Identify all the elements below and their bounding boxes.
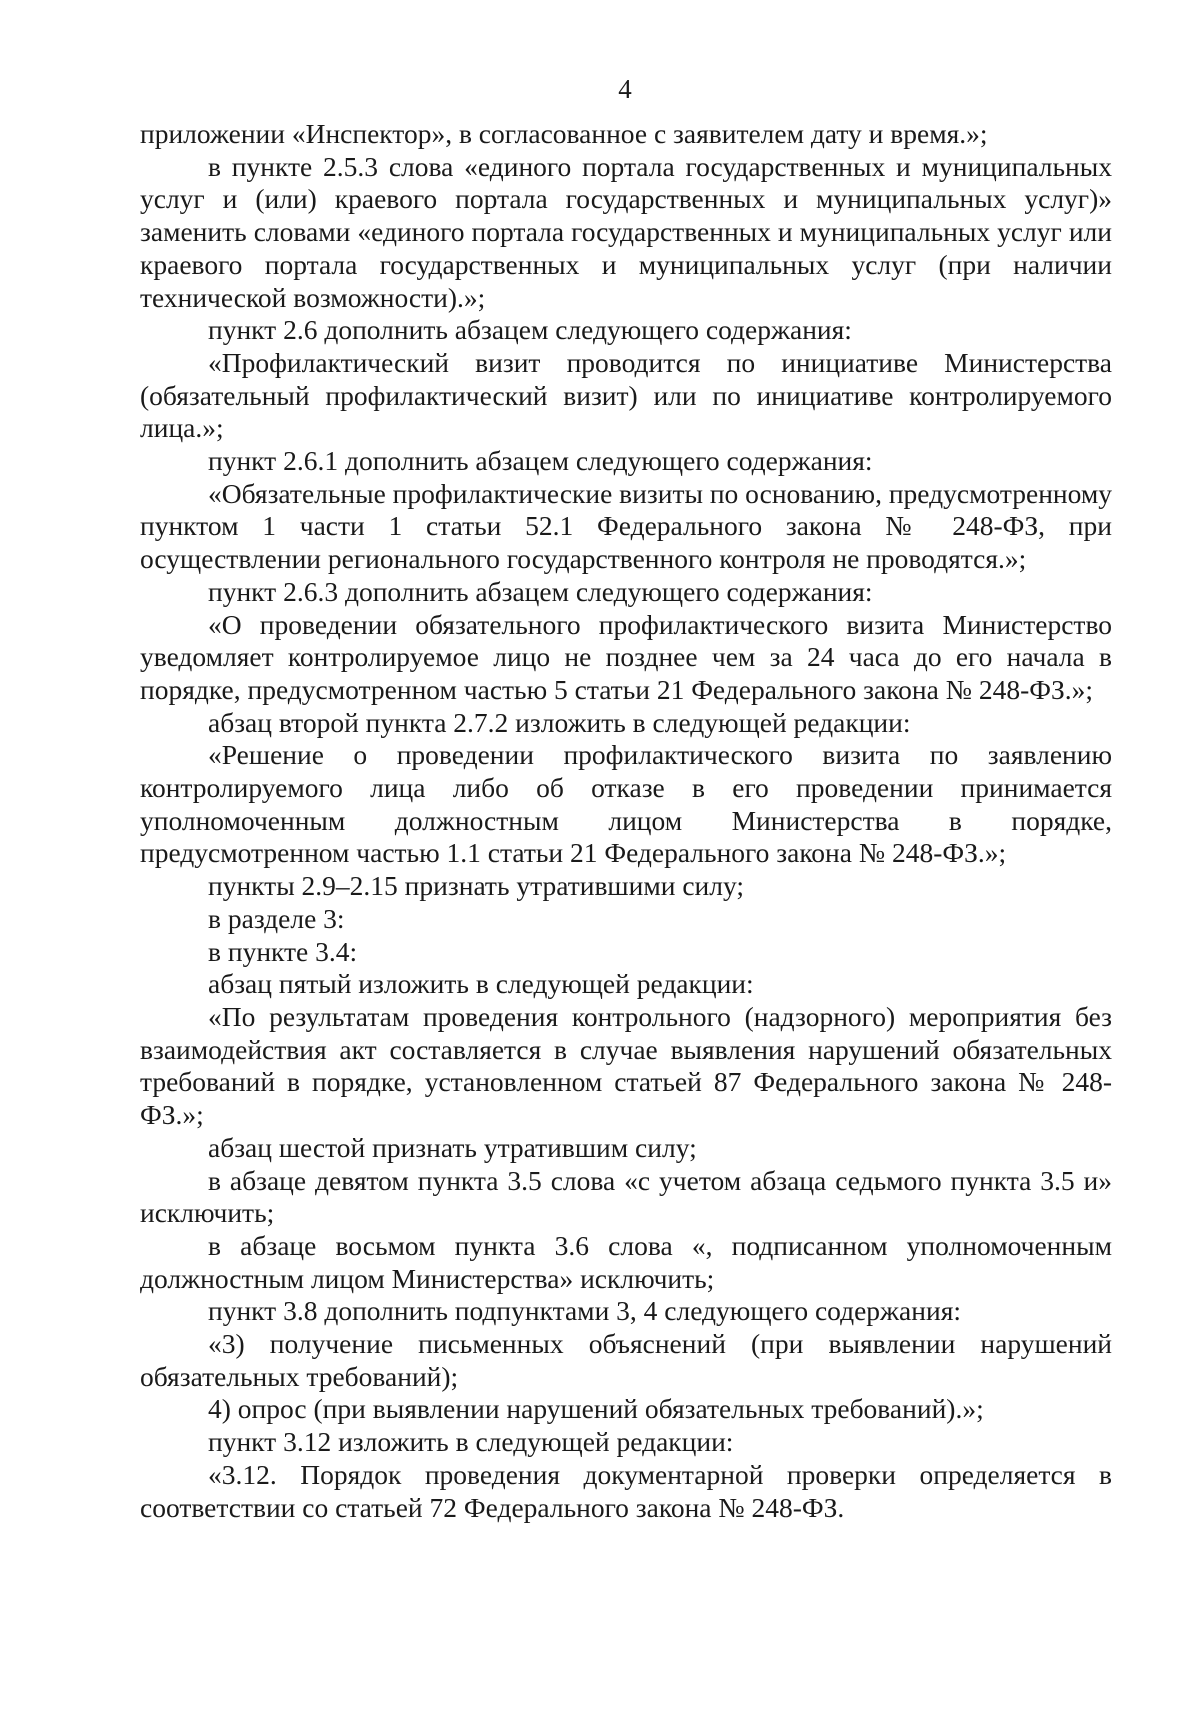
paragraph: в пункте 3.4:	[208, 935, 358, 967]
paragraph: пункт 2.6.3 дополнить абзацем следующего содержания:	[208, 575, 873, 607]
paragraph: пункт 3.12 изложить в следующей редакции:	[208, 1426, 734, 1458]
paragraph: в пункте 2.5.3 слова «единого портала государственных и муниципальных услуг и (или) краевого портала государственных и муниципальных услуг)» заменить словами «единого портала государственных и муниципальных услуг или краевого портала государственных и муниципальных услуг (при наличии технической возможности).»;	[140, 150, 1112, 313]
paragraph: в абзаце девятом пункта 3.5 слова «с учетом абзаца седьмого пункта 3.5 и» исключить;	[140, 1164, 1112, 1229]
paragraph: в разделе 3:	[208, 902, 345, 934]
paragraph: пункт 2.6 дополнить абзацем следующего содержания:	[208, 314, 852, 346]
paragraph: «3.12. Порядок проведения документарной проверки определяется в соответствии со статьей 72 Федерального закона № 248-ФЗ.	[140, 1458, 1112, 1523]
paragraph: «3) получение письменных объяснений (при выявлении нарушений обязательных требований);	[140, 1328, 1112, 1392]
paragraph: 4) опрос (при выявлении нарушений обязательных требований).»;	[208, 1393, 984, 1425]
paragraph: пункт 3.8 дополнить подпунктами 3, 4 следующего содержания:	[208, 1295, 961, 1327]
paragraph: пункт 2.6.1 дополнить абзацем следующего содержания:	[208, 445, 873, 477]
paragraph: приложении «Инспектор», в согласованное с заявителем дату и время.»;	[140, 118, 988, 149]
paragraph: «Решение о проведении профилактического визита по заявлению контролируемого лица либо об отказе в его проведении принимается уполномоченным должностным лицом Министерства в порядке, предусмотренном частью 1.1 статьи 21 Федерального закона № 248-ФЗ.»;	[140, 739, 1112, 869]
page-number: 4	[618, 74, 632, 104]
paragraph: в абзаце восьмом пункта 3.6 слова «, подписанном уполномоченным должностным лицом Министерства» исключить;	[140, 1229, 1112, 1294]
paragraph: абзац шестой признать утратившим силу;	[208, 1131, 697, 1163]
paragraph: абзац второй пункта 2.7.2 изложить в следующей редакции:	[208, 706, 911, 738]
document-body	[140, 118, 1112, 1524]
paragraph: абзац пятый изложить в следующей редакции:	[208, 968, 754, 1000]
paragraph: «По результатам проведения контрольного (надзорного) мероприятия без взаимодействия акт составляется в случае выявления нарушений обязательных требований в порядке, установленном статьей 87 Федерального закона № 248-ФЗ.»;	[140, 1000, 1112, 1131]
paragraph: «О проведении обязательного профилактического визита Министерство уведомляет контролируемое лицо не позднее чем за 24 часа до его начала в порядке, предусмотренном частью 5 статьи 21 Федерального закона № 248-ФЗ.»;	[140, 608, 1112, 705]
paragraph: пункты 2.9–2.15 признать утратившими силу;	[208, 870, 744, 902]
paragraph: «Профилактический визит проводится по инициативе Министерства (обязательный профилактический визит) или по инициативе контролируемого лица.»;	[140, 346, 1112, 444]
paragraph: «Обязательные профилактические визиты по основанию, предусмотренному пунктом 1 части 1 статьи 52.1 Федерального закона № 248-ФЗ, при осуществлении регионального государственного контроля не проводятся.»;	[140, 477, 1113, 575]
